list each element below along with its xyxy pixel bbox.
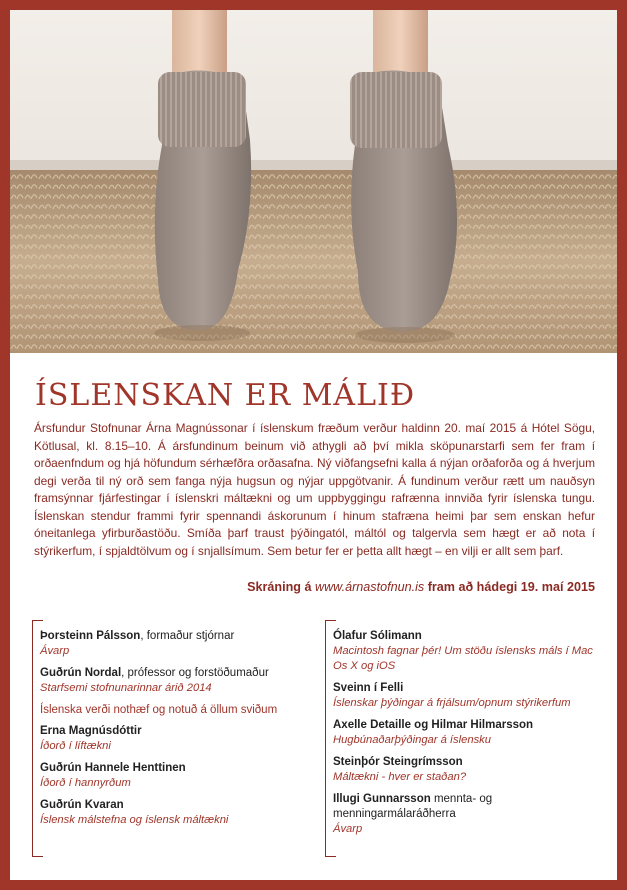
registration-line (34, 580, 595, 594)
speaker-name: Guðrún Nordal (40, 667, 122, 679)
speaker-name: Sveinn í Felli (333, 682, 404, 694)
talk-topic: Íslensk málstefna og íslensk máltækni (40, 814, 229, 826)
program-right-column (325, 620, 600, 855)
talk-topic: Ávarp (40, 645, 70, 657)
poster-page (10, 10, 617, 880)
program-section-heading: Íslenska verði nothæf og notuð á öllum sviðum (40, 704, 278, 716)
talk-topic: Ávarp (333, 823, 363, 835)
program-item (333, 718, 600, 748)
program-left-column (32, 620, 312, 855)
program-item (333, 681, 600, 711)
registration-link[interactable]: www.árnastofnun.is (314, 580, 425, 594)
speaker-name: Ólafur Sólimann (333, 630, 422, 642)
speaker-name: Guðrún Kvaran (40, 799, 124, 811)
registration-prefix: Skráning á (247, 580, 312, 594)
talk-topic: Íslenskar þýðingar á frjálsum/opnum stýrikerfum (333, 697, 571, 709)
program-item (333, 792, 600, 837)
program-item (40, 629, 312, 659)
program-item (333, 629, 600, 674)
program-item (40, 798, 312, 828)
speaker-role: , formaður stjórnar (140, 630, 235, 642)
program-item (40, 724, 312, 754)
speaker-name: Guðrún Hannele Henttinen (40, 762, 186, 774)
intro-paragraph: Ársfundur Stofnunar Árna Magnússonar í íslenskum fræðum verður haldinn 20. maí 2015 á Hótel Sögu, Kötlusal, kl. 8.15–10. Á ársfundinum beinum við athygli að því mikla sköpunarstarfi sem fer fram í orðaenfndum og hjá höfundum sérhæfðra orðasafna. Ný viðfangsefni kalla á nýjan orðaforða og á hverjum degi verða til ný orð sem fanga nýja hugsun og nýjar uppgötvanir. Á fundinum verður rætt um nauðsyn framsýnnar fjárfestingar í íslenskri máltækni og um uppbyggingu rafrænna innviða fyrir íslenska tungu. Íslenskan stendur frammi fyrir spennandi áskorunum í hinum stafræna heimi þar sem enskan hefur óneitanlega yfirburðastöðu. Smíða þarf traust þýðingatól, máltól og talgervla sem hægt er að nota í stýrikerfum, í spjaldtölvum og í snjallsímum. Sem betur fer er þetta allt hægt – en vilji er allt sem þarf. (34, 421, 595, 558)
talk-topic: Íðorð í hannyrðum (40, 777, 131, 789)
talk-topic: Máltækni - hver er staðan? (333, 771, 467, 783)
talk-topic: Macintosh fagnar þér! Um stöðu íslensks máls í Mac Os X og iOS (333, 645, 593, 672)
talk-topic: Hugbúnaðarþýðingar á íslensku (333, 734, 491, 746)
speaker-name: Erna Magnúsdóttir (40, 725, 142, 737)
speaker-name: Illugi Gunnarsson (333, 793, 431, 805)
speaker-name: Þorsteinn Pálsson (40, 630, 141, 642)
program-item (333, 755, 600, 785)
speaker-name: Steinþór Steingrímsson (333, 756, 463, 768)
page-title: ÍSLENSKAN ER MÁLIÐ (35, 378, 416, 413)
wool-socks-photo (10, 10, 617, 353)
talk-topic: Íðorð í líftækni (40, 740, 111, 752)
program-item (40, 666, 312, 696)
registration-suffix: fram að hádegi 19. maí 2015 (427, 580, 595, 594)
talk-topic: Starfsemi stofnunarinnar árið 2014 (40, 682, 212, 694)
program-item (40, 761, 312, 791)
speaker-name: Axelle Detaille og Hilmar Hilmarsson (333, 719, 534, 731)
speaker-role: mennta- og menningarmálaráðherra (333, 793, 493, 820)
speaker-role: , prófessor og forstöðumaður (121, 667, 269, 679)
